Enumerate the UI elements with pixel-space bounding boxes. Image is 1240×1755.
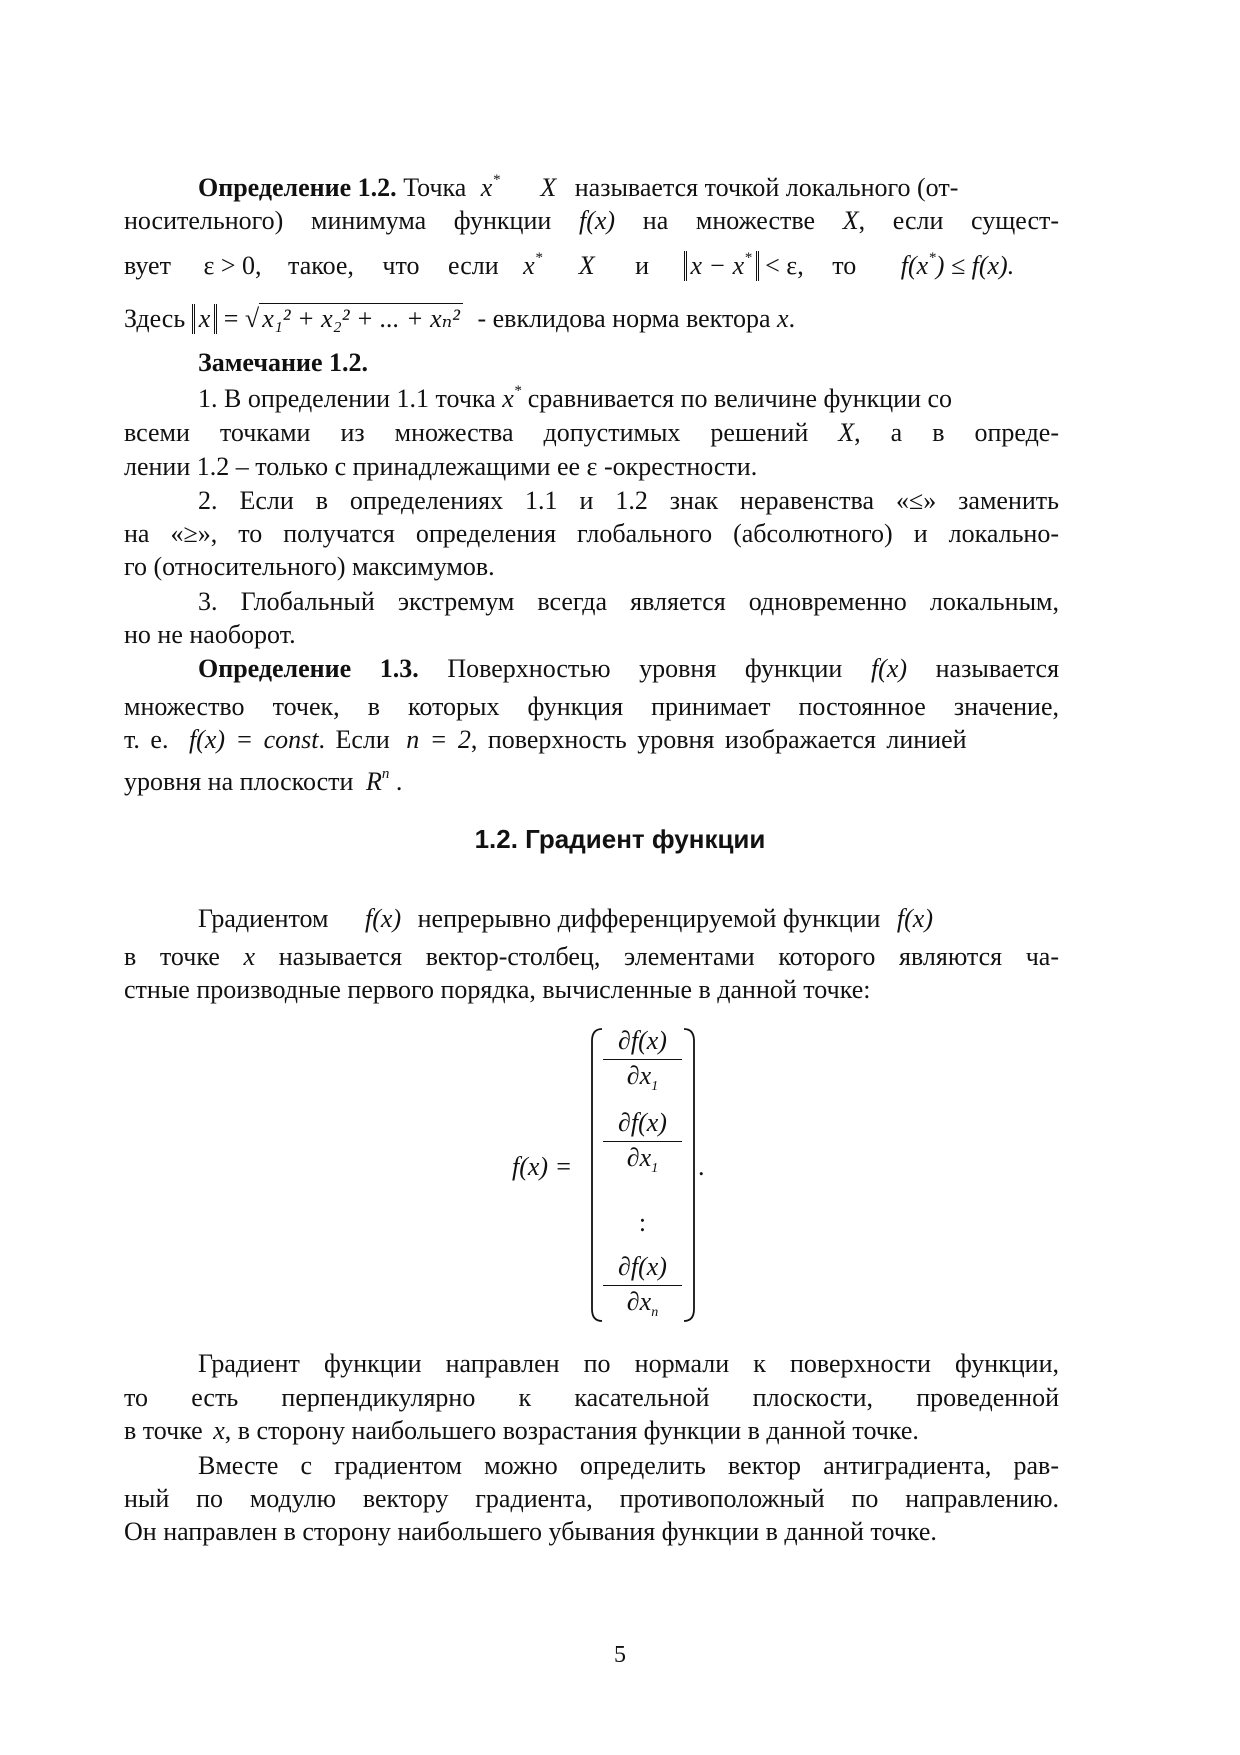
def12-label: Определение 1.2. (198, 173, 397, 202)
remark-p1-l1 (198, 382, 1059, 416)
gradient-text: Градиентом (198, 904, 329, 933)
def12-text: . (788, 304, 796, 333)
gradient-text: называется вектор-столбец, элементами которого являются ча- (278, 942, 1059, 971)
def13-text: т. е. (124, 725, 169, 754)
remark-p1-l3: лении 1.2 – только с принадлежащими ее ε -окрестности. (124, 452, 758, 481)
point-x: x (213, 1416, 225, 1445)
normal-l2: то есть перпендикулярно к касательной плоскости, проведенной (124, 1383, 1059, 1412)
norm-x-minus-xstar: x − x* (684, 251, 759, 281)
fraction-numerator: ∂f(x) (618, 1108, 667, 1137)
def13-line2: множество точек, в которых функция принимает постоянное значение, (124, 692, 1059, 721)
anti-l2: ный по модулю вектору градиента, противоположный по направлению. (124, 1484, 1059, 1513)
def12-text: такое, что если (288, 251, 499, 280)
vertical-dots: : (638, 1208, 647, 1237)
formula-period: . (698, 1152, 705, 1181)
remark-p3-l1: 3. Глобальный экстремум всегда является одновременно локальным, (198, 587, 1059, 616)
x-star: x* (480, 172, 500, 202)
remark-p2-l3: го (относительного) максимумов. (124, 552, 495, 581)
def13-text: называется (935, 654, 1060, 683)
set-X: X (540, 173, 557, 202)
lt-eps: < ε, (765, 251, 804, 280)
partial-fraction-1 (595, 1025, 690, 1092)
remark-label-text: Замечание 1.2. (198, 348, 368, 377)
gradient-text: в точке (124, 942, 220, 971)
gradient-vector (595, 1025, 690, 1325)
normal-l3 (124, 1414, 1059, 1448)
remark-p3-l2: но не наоборот. (124, 620, 296, 649)
remark-text: , а в опреде- (854, 418, 1060, 447)
R-n: $R^n$ (365, 766, 390, 796)
remark-p2-l2: на «≥», то получатся определения глобального (абсолютного) и локально- (124, 519, 1059, 548)
def13-line3 (124, 723, 1059, 757)
def13-text: уровня на плоскости (124, 767, 354, 796)
gradient-l3: стные производные первого порядка, вычисленные в данной точке: (124, 975, 871, 1004)
def13-label: Определение 1.3. (198, 654, 419, 683)
def12-line4 (124, 302, 1059, 336)
x-star: x* (502, 383, 522, 413)
def12-text: называется точкой локального (от- (574, 173, 959, 202)
eps-condition: ε > 0, (203, 251, 262, 280)
point-x: x (243, 942, 256, 971)
set-X: X (838, 418, 855, 447)
fx: f(x) (365, 904, 402, 933)
normal-text: в точке (124, 1416, 203, 1445)
equals: = (223, 304, 239, 333)
remark-label (198, 346, 1059, 380)
gradient-l1 (198, 902, 1059, 936)
set-X: X (842, 206, 859, 235)
page-number: 5 (614, 1642, 626, 1668)
def12-line1 (198, 171, 1059, 205)
def13-text: . (395, 767, 403, 796)
inequality: f(x*) ≤ f(x). (900, 250, 1015, 280)
remark-text: 1. В определении 1.1 точка (198, 384, 496, 413)
def12-text: , если сущест- (858, 206, 1060, 235)
def12-text: Точка (403, 173, 467, 202)
def13-text: Поверхностью уровня функции (447, 654, 843, 683)
anti-l3: Он направлен в сторону наибольшего убывания функции в данной точке. (124, 1517, 937, 1546)
fraction-denominator: $\partial x_1$ (626, 1143, 659, 1176)
gradient-l2 (124, 940, 1059, 974)
n-equals-2: n = 2 (406, 725, 471, 754)
radicand: x₁² + x₂² + ... + xₙ² (259, 303, 463, 334)
def12-text: Здесь (124, 304, 186, 333)
def13-text: . Если (318, 725, 390, 754)
def12-text: то (832, 251, 857, 280)
sqrt-sign: √ (244, 304, 260, 333)
fraction-numerator: ∂f(x) (618, 1252, 667, 1281)
remark-p1-l2 (124, 416, 1059, 450)
def13-line1 (198, 652, 1059, 686)
set-X: X (578, 251, 595, 280)
def12-text: и (635, 251, 650, 280)
norm-x: x (192, 304, 218, 334)
gradient-text: непрерывно дифференцируемой функции (417, 904, 881, 933)
def12-line2 (124, 204, 1059, 238)
def12-text: носительного) минимума функции (124, 206, 552, 235)
vec-x: x (777, 304, 789, 333)
partial-fraction-n (595, 1251, 690, 1318)
x-star: x* (523, 250, 543, 280)
fraction-denominator: $\partial x_1$ (626, 1061, 659, 1094)
fx: f(x) (870, 654, 908, 683)
def12-line3 (124, 249, 1059, 283)
def12-text: на множестве (642, 206, 816, 235)
fx: f(x) (579, 206, 616, 235)
def13-text: , поверхность уровня изображается линией (470, 725, 967, 754)
section-heading: 1.2. Градиент функции (474, 824, 766, 854)
def12-text: вует (124, 251, 171, 280)
gradient-formula (500, 1025, 740, 1325)
anti-l1: Вместе с градиентом можно определить вектор антиградиента, рав- (198, 1451, 1059, 1480)
const-formula: f(x) = const (188, 725, 319, 754)
partial-fraction-2 (595, 1107, 690, 1174)
def12-text: - евклидова норма вектора (477, 304, 771, 333)
normal-l1: Градиент функции направлен по нормали к поверхности функции, (198, 1349, 1059, 1378)
remark-p2-l1: 2. Если в определениях 1.1 и 1.2 знак неравенства «≤» заменить (198, 486, 1059, 515)
fraction-numerator: ∂f(x) (618, 1026, 667, 1055)
formula-lhs: f(x) = (512, 1152, 573, 1181)
fraction-denominator: $\partial x_n$ (626, 1287, 659, 1320)
remark-text: сравнивается по величине функции со (527, 384, 953, 413)
fx: f(x) (896, 904, 933, 933)
def13-line4 (124, 765, 1059, 799)
remark-text: всеми точками из множества допустимых решений (124, 418, 809, 447)
normal-text: , в сторону наибольшего возрастания функции в данной точке. (224, 1416, 919, 1445)
